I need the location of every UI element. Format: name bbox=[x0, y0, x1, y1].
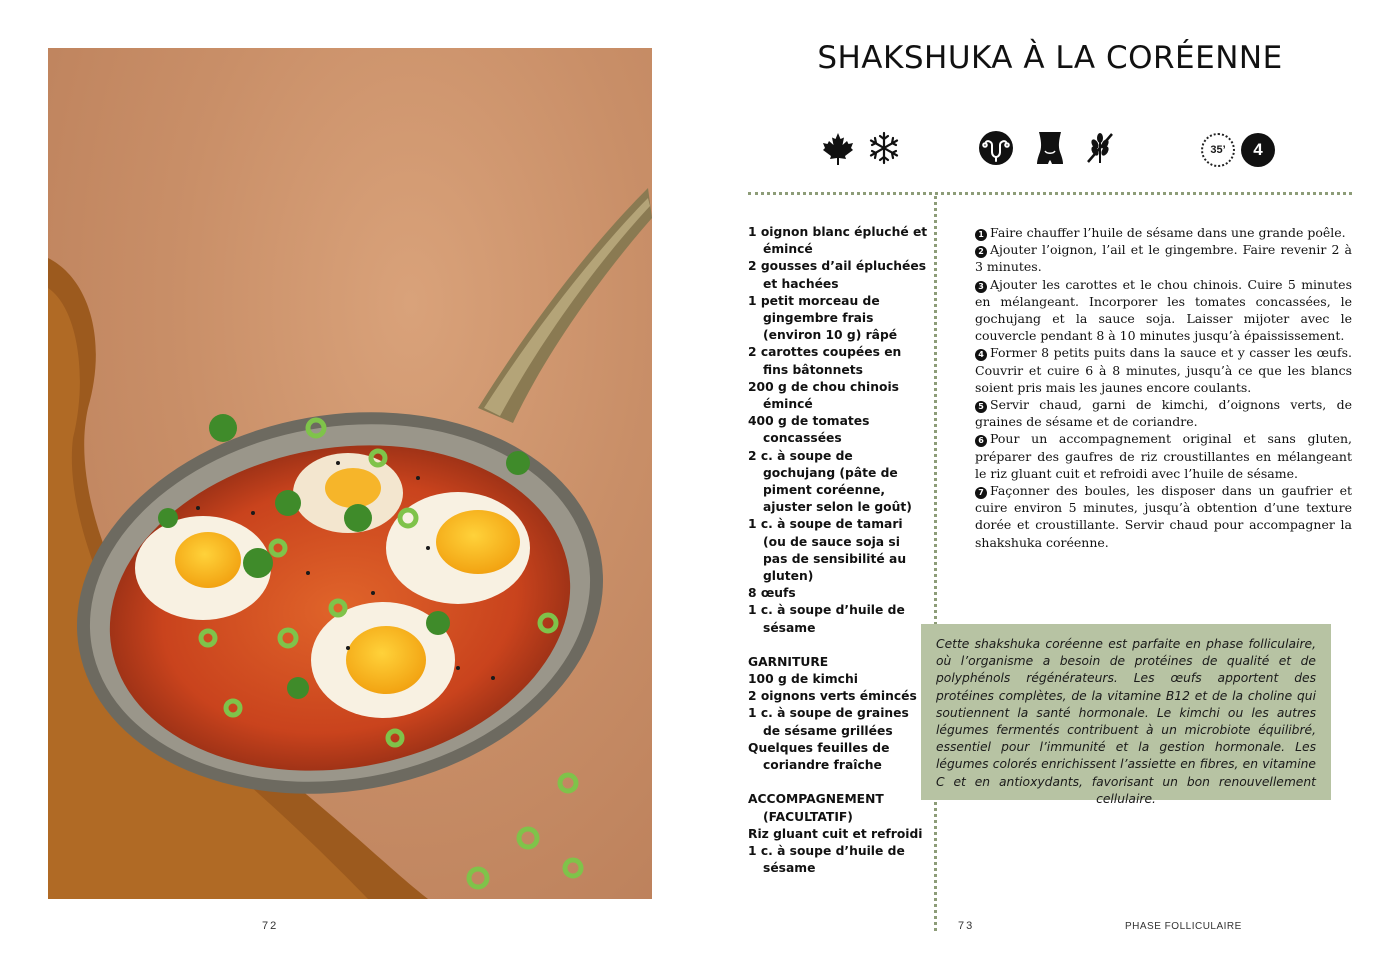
step-item bbox=[975, 344, 1352, 396]
ingredient-item: 2 c. à soupe de gochujang (pâte de piment coréenne, ajuster selon le goût) bbox=[748, 448, 912, 515]
step-text: Ajouter l’oignon, l’ail et le gingembre. Faire revenir 2 à 3 minutes. bbox=[975, 242, 1352, 275]
recipe-title: SHAKSHUKA À LA CORÉENNE bbox=[817, 40, 1283, 76]
ingredient-item: 1 oignon blanc épluché et émincé bbox=[748, 225, 928, 257]
recipe-icons bbox=[820, 130, 1290, 174]
step-number: 4 bbox=[975, 349, 987, 361]
ingredient-item: 1 petit morceau de gingembre frais (environ 10 g) râpé bbox=[748, 293, 898, 343]
step-text: Façonner des boules, les disposer dans un gaufrier et cuire environ 5 minutes, jusqu’à obtention d’une texture dorée et croustillante. Servir chaud pour accompagner la shakshuka coréenne. bbox=[975, 483, 1352, 550]
ingredient-item: 400 g de tomates concassées bbox=[748, 414, 870, 446]
gluten-free-icon bbox=[1082, 130, 1118, 166]
garnish-item: Quelques feuilles de coriandre fraîche bbox=[748, 740, 890, 773]
page-number-right: 73 bbox=[958, 920, 975, 932]
snowflake-icon bbox=[866, 130, 902, 166]
step-item bbox=[975, 430, 1352, 482]
side-item: Riz gluant cuit et refroidi bbox=[748, 826, 923, 841]
step-number: 5 bbox=[975, 401, 987, 413]
side-heading: ACCOMPAGNEMENT (FACULTATIF) bbox=[748, 792, 884, 824]
step-text: Faire chauffer l’huile de sésame dans une grande poêle. bbox=[990, 225, 1346, 240]
maple-leaf-icon bbox=[820, 130, 856, 166]
ingredient-item: 1 c. à soupe d’huile de sésame bbox=[748, 603, 905, 635]
torso-icon bbox=[1032, 130, 1068, 166]
recipe-steps bbox=[975, 224, 1352, 551]
garnish-item: 1 c. à soupe de graines de sésame grillées bbox=[748, 706, 909, 738]
step-item bbox=[975, 482, 1352, 551]
ingredient-item: 2 carottes coupées en fins bâtonnets bbox=[748, 345, 902, 377]
step-text: Servir chaud, garni de kimchi, d’oignons verts, de graines de sésame et de coriandre. bbox=[975, 397, 1352, 430]
prep-time-badge: 35’ bbox=[1201, 133, 1235, 167]
step-number: 2 bbox=[975, 246, 987, 258]
servings-badge: 4 bbox=[1241, 133, 1275, 167]
step-text: Former 8 petits puits dans la sauce et y casser les œufs. Couvrir et cuire 6 à 8 minutes, jusqu’à ce que les blancs soient pris mais les jaunes encore coulants. bbox=[975, 345, 1352, 395]
garnish-item: 100 g de kimchi bbox=[748, 672, 858, 687]
ingredient-item: 2 gousses d’ail épluchées et hachées bbox=[748, 259, 927, 291]
ingredients-list bbox=[748, 224, 928, 877]
step-item bbox=[975, 396, 1352, 430]
ingredient-item: 8 œufs bbox=[748, 586, 796, 601]
nutrition-note: Cette shakshuka coréenne est parfaite en phase folliculaire, où l’organisme a besoin de protéines de qualité et de polyphénols régénérateurs. Les œufs apportent des protéines complètes, de la vitamine B12 et de la choline qui soutiennent la santé hormonale. Le kimchi ou les autres légumes fermentés contribuent à un microbiote équilibré, essentiel pour l’immunité et la gestion hormonale. Les légumes colorés enrichissent l’assiette en fibres, en vitamine C et en antioxydants, favorisant un bon renouvellement cellulaire. bbox=[921, 624, 1331, 800]
side-item: 1 c. à soupe d’huile de sésame bbox=[748, 843, 905, 876]
vertical-divider bbox=[934, 196, 937, 931]
step-number: 1 bbox=[975, 229, 987, 241]
step-item bbox=[975, 224, 1352, 241]
step-text: Pour un accompagnement original et sans gluten, préparer des gaufres de riz croustillantes en mélangeant le riz gluant cuit et refroidi avec l’huile de sésame. bbox=[975, 431, 1352, 481]
shakshuka-photo bbox=[48, 48, 652, 899]
uterus-icon bbox=[978, 130, 1014, 166]
ingredient-item: 200 g de chou chinois émincé bbox=[748, 379, 899, 412]
page-number-left: 72 bbox=[262, 920, 279, 932]
section-name: PHASE FOLLICULAIRE bbox=[1125, 921, 1242, 932]
step-item bbox=[975, 241, 1352, 275]
step-number: 3 bbox=[975, 281, 987, 293]
step-text: Ajouter les carottes et le chou chinois. Cuire 5 minutes en mélangeant. Incorporer les tomates concassées, le gochujang et la sauce soja. Laisser mijoter avec le couvercle pendant 8 à 10 minutes jusqu’à épaississement. bbox=[975, 276, 1352, 344]
garnish-heading: GARNITURE bbox=[748, 654, 829, 669]
garnish-item: 2 oignons verts émincés bbox=[748, 689, 917, 704]
ingredient-item: 1 c. à soupe de tamari (ou de sauce soja si pas de sensibilité au gluten) bbox=[748, 517, 907, 584]
horizontal-divider bbox=[748, 192, 1352, 195]
step-number: 7 bbox=[975, 487, 987, 499]
step-item bbox=[975, 276, 1352, 345]
step-number: 6 bbox=[975, 435, 987, 447]
